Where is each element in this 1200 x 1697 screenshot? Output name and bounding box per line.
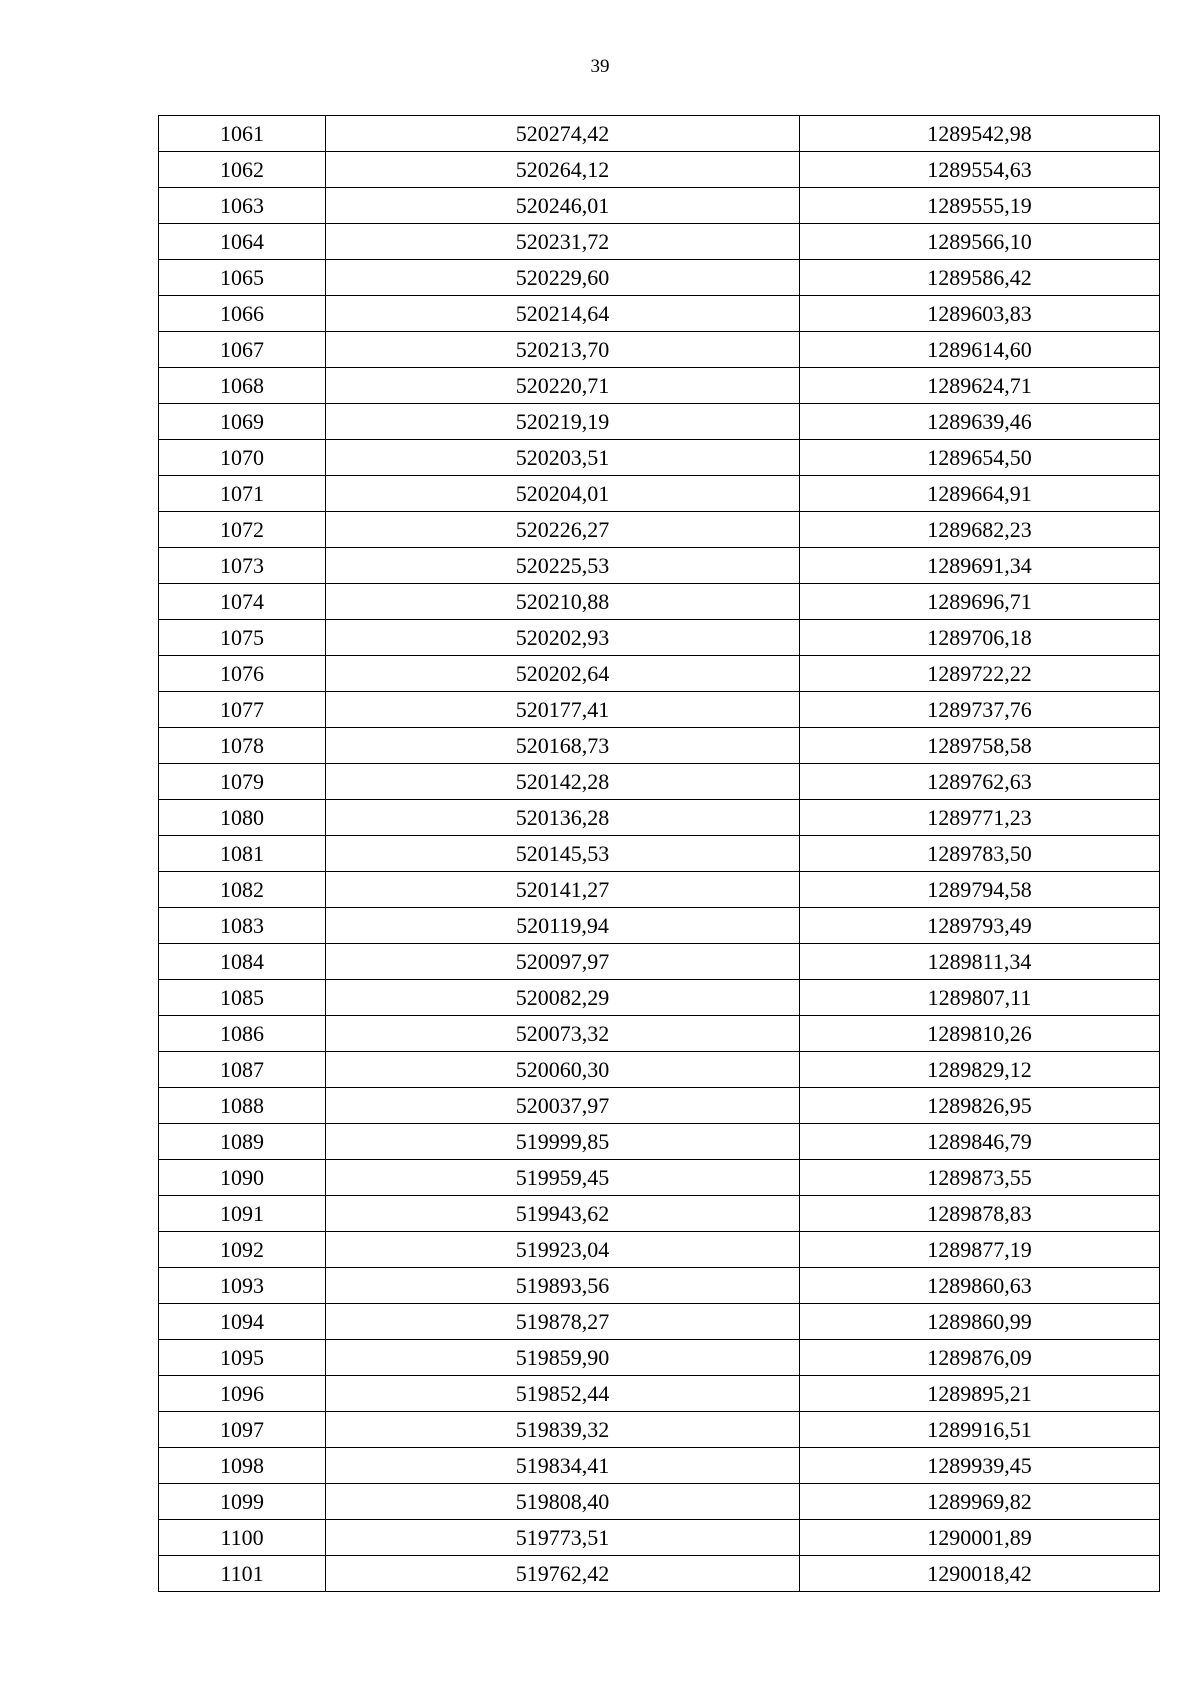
table-row [159,1160,1160,1196]
table-row [159,332,1160,368]
y-coordinate-cell: 1289722,22 [800,656,1160,692]
y-coordinate-cell: 1289639,46 [800,404,1160,440]
y-coordinate-cell: 1289826,95 [800,1088,1160,1124]
x-coordinate-cell: 519859,90 [326,1340,800,1376]
point-number-cell: 1077 [159,692,326,728]
table-row [159,836,1160,872]
y-coordinate-cell: 1289860,99 [800,1304,1160,1340]
y-coordinate-cell: 1289542,98 [800,116,1160,152]
point-number-cell: 1086 [159,1016,326,1052]
table-row [159,800,1160,836]
y-coordinate-cell: 1289586,42 [800,260,1160,296]
table-row [159,1340,1160,1376]
x-coordinate-cell: 520168,73 [326,728,800,764]
x-coordinate-cell: 520037,97 [326,1088,800,1124]
x-coordinate-cell: 520145,53 [326,836,800,872]
table-row [159,692,1160,728]
table-row [159,152,1160,188]
y-coordinate-cell: 1289737,76 [800,692,1160,728]
y-coordinate-cell: 1290001,89 [800,1520,1160,1556]
y-coordinate-cell: 1290018,42 [800,1556,1160,1592]
point-number-cell: 1101 [159,1556,326,1592]
y-coordinate-cell: 1289876,09 [800,1340,1160,1376]
x-coordinate-cell: 520202,93 [326,620,800,656]
point-number-cell: 1069 [159,404,326,440]
point-number-cell: 1096 [159,1376,326,1412]
x-coordinate-cell: 520274,42 [326,116,800,152]
y-coordinate-cell: 1289873,55 [800,1160,1160,1196]
table-row [159,1412,1160,1448]
y-coordinate-cell: 1289783,50 [800,836,1160,872]
x-coordinate-cell: 520082,29 [326,980,800,1016]
x-coordinate-cell: 520219,19 [326,404,800,440]
table-row [159,440,1160,476]
table-row [159,116,1160,152]
table-row [159,656,1160,692]
y-coordinate-cell: 1289682,23 [800,512,1160,548]
point-number-cell: 1093 [159,1268,326,1304]
table-row [159,980,1160,1016]
point-number-cell: 1079 [159,764,326,800]
y-coordinate-cell: 1289555,19 [800,188,1160,224]
x-coordinate-cell: 519999,85 [326,1124,800,1160]
x-coordinate-cell: 520060,30 [326,1052,800,1088]
y-coordinate-cell: 1289793,49 [800,908,1160,944]
y-coordinate-cell: 1289807,11 [800,980,1160,1016]
table-row [159,296,1160,332]
x-coordinate-cell: 519834,41 [326,1448,800,1484]
y-coordinate-cell: 1289810,26 [800,1016,1160,1052]
point-number-cell: 1083 [159,908,326,944]
y-coordinate-cell: 1289566,10 [800,224,1160,260]
y-coordinate-cell: 1289811,34 [800,944,1160,980]
coordinates-table [158,115,1160,1592]
y-coordinate-cell: 1289603,83 [800,296,1160,332]
point-number-cell: 1067 [159,332,326,368]
y-coordinate-cell: 1289969,82 [800,1484,1160,1520]
y-coordinate-cell: 1289762,63 [800,764,1160,800]
table-row [159,872,1160,908]
table-row [159,548,1160,584]
x-coordinate-cell: 519808,40 [326,1484,800,1520]
x-coordinate-cell: 519762,42 [326,1556,800,1592]
point-number-cell: 1095 [159,1340,326,1376]
point-number-cell: 1080 [159,800,326,836]
point-number-cell: 1082 [159,872,326,908]
table-row [159,1304,1160,1340]
point-number-cell: 1078 [159,728,326,764]
y-coordinate-cell: 1289939,45 [800,1448,1160,1484]
table-row [159,404,1160,440]
table-row [159,260,1160,296]
table-row [159,512,1160,548]
table-row [159,1088,1160,1124]
table-row [159,764,1160,800]
x-coordinate-cell: 520214,64 [326,296,800,332]
table-row [159,476,1160,512]
point-number-cell: 1085 [159,980,326,1016]
point-number-cell: 1061 [159,116,326,152]
y-coordinate-cell: 1289771,23 [800,800,1160,836]
point-number-cell: 1099 [159,1484,326,1520]
table-row [159,620,1160,656]
y-coordinate-cell: 1289758,58 [800,728,1160,764]
x-coordinate-cell: 520204,01 [326,476,800,512]
x-coordinate-cell: 519878,27 [326,1304,800,1340]
table-row [159,1520,1160,1556]
table-row [159,1376,1160,1412]
point-number-cell: 1098 [159,1448,326,1484]
x-coordinate-cell: 520141,27 [326,872,800,908]
point-number-cell: 1071 [159,476,326,512]
point-number-cell: 1100 [159,1520,326,1556]
y-coordinate-cell: 1289916,51 [800,1412,1160,1448]
point-number-cell: 1089 [159,1124,326,1160]
x-coordinate-cell: 519773,51 [326,1520,800,1556]
table-row [159,1232,1160,1268]
y-coordinate-cell: 1289895,21 [800,1376,1160,1412]
y-coordinate-cell: 1289794,58 [800,872,1160,908]
point-number-cell: 1092 [159,1232,326,1268]
point-number-cell: 1091 [159,1196,326,1232]
point-number-cell: 1063 [159,188,326,224]
y-coordinate-cell: 1289878,83 [800,1196,1160,1232]
y-coordinate-cell: 1289706,18 [800,620,1160,656]
x-coordinate-cell: 520119,94 [326,908,800,944]
y-coordinate-cell: 1289654,50 [800,440,1160,476]
table-row [159,728,1160,764]
x-coordinate-cell: 519839,32 [326,1412,800,1448]
y-coordinate-cell: 1289877,19 [800,1232,1160,1268]
x-coordinate-cell: 520264,12 [326,152,800,188]
table-row [159,368,1160,404]
x-coordinate-cell: 519943,62 [326,1196,800,1232]
x-coordinate-cell: 520225,53 [326,548,800,584]
table-row [159,224,1160,260]
y-coordinate-cell: 1289691,34 [800,548,1160,584]
x-coordinate-cell: 520203,51 [326,440,800,476]
x-coordinate-cell: 520097,97 [326,944,800,980]
table-row [159,1196,1160,1232]
x-coordinate-cell: 520246,01 [326,188,800,224]
point-number-cell: 1081 [159,836,326,872]
table-row [159,1484,1160,1520]
y-coordinate-cell: 1289554,63 [800,152,1160,188]
y-coordinate-cell: 1289846,79 [800,1124,1160,1160]
table-row [159,188,1160,224]
point-number-cell: 1090 [159,1160,326,1196]
point-number-cell: 1070 [159,440,326,476]
table-row [159,908,1160,944]
y-coordinate-cell: 1289860,63 [800,1268,1160,1304]
table-row [159,944,1160,980]
x-coordinate-cell: 520220,71 [326,368,800,404]
x-coordinate-cell: 520226,27 [326,512,800,548]
point-number-cell: 1084 [159,944,326,980]
point-number-cell: 1073 [159,548,326,584]
point-number-cell: 1062 [159,152,326,188]
point-number-cell: 1076 [159,656,326,692]
table-row [159,1268,1160,1304]
point-number-cell: 1088 [159,1088,326,1124]
point-number-cell: 1074 [159,584,326,620]
point-number-cell: 1065 [159,260,326,296]
y-coordinate-cell: 1289696,71 [800,584,1160,620]
x-coordinate-cell: 520136,28 [326,800,800,836]
x-coordinate-cell: 519893,56 [326,1268,800,1304]
table-row [159,1052,1160,1088]
table-row [159,584,1160,620]
table-row [159,1124,1160,1160]
x-coordinate-cell: 520202,64 [326,656,800,692]
table-row [159,1448,1160,1484]
x-coordinate-cell: 520213,70 [326,332,800,368]
point-number-cell: 1087 [159,1052,326,1088]
y-coordinate-cell: 1289664,91 [800,476,1160,512]
point-number-cell: 1072 [159,512,326,548]
x-coordinate-cell: 519959,45 [326,1160,800,1196]
x-coordinate-cell: 520231,72 [326,224,800,260]
x-coordinate-cell: 520177,41 [326,692,800,728]
x-coordinate-cell: 520073,32 [326,1016,800,1052]
point-number-cell: 1066 [159,296,326,332]
page-number: 39 [590,56,610,77]
y-coordinate-cell: 1289614,60 [800,332,1160,368]
point-number-cell: 1068 [159,368,326,404]
table-row [159,1016,1160,1052]
point-number-cell: 1064 [159,224,326,260]
point-number-cell: 1094 [159,1304,326,1340]
point-number-cell: 1097 [159,1412,326,1448]
y-coordinate-cell: 1289829,12 [800,1052,1160,1088]
point-number-cell: 1075 [159,620,326,656]
coordinates-table-body [159,116,1160,1592]
x-coordinate-cell: 520229,60 [326,260,800,296]
table-row [159,1556,1160,1592]
x-coordinate-cell: 519923,04 [326,1232,800,1268]
y-coordinate-cell: 1289624,71 [800,368,1160,404]
x-coordinate-cell: 520142,28 [326,764,800,800]
x-coordinate-cell: 519852,44 [326,1376,800,1412]
x-coordinate-cell: 520210,88 [326,584,800,620]
